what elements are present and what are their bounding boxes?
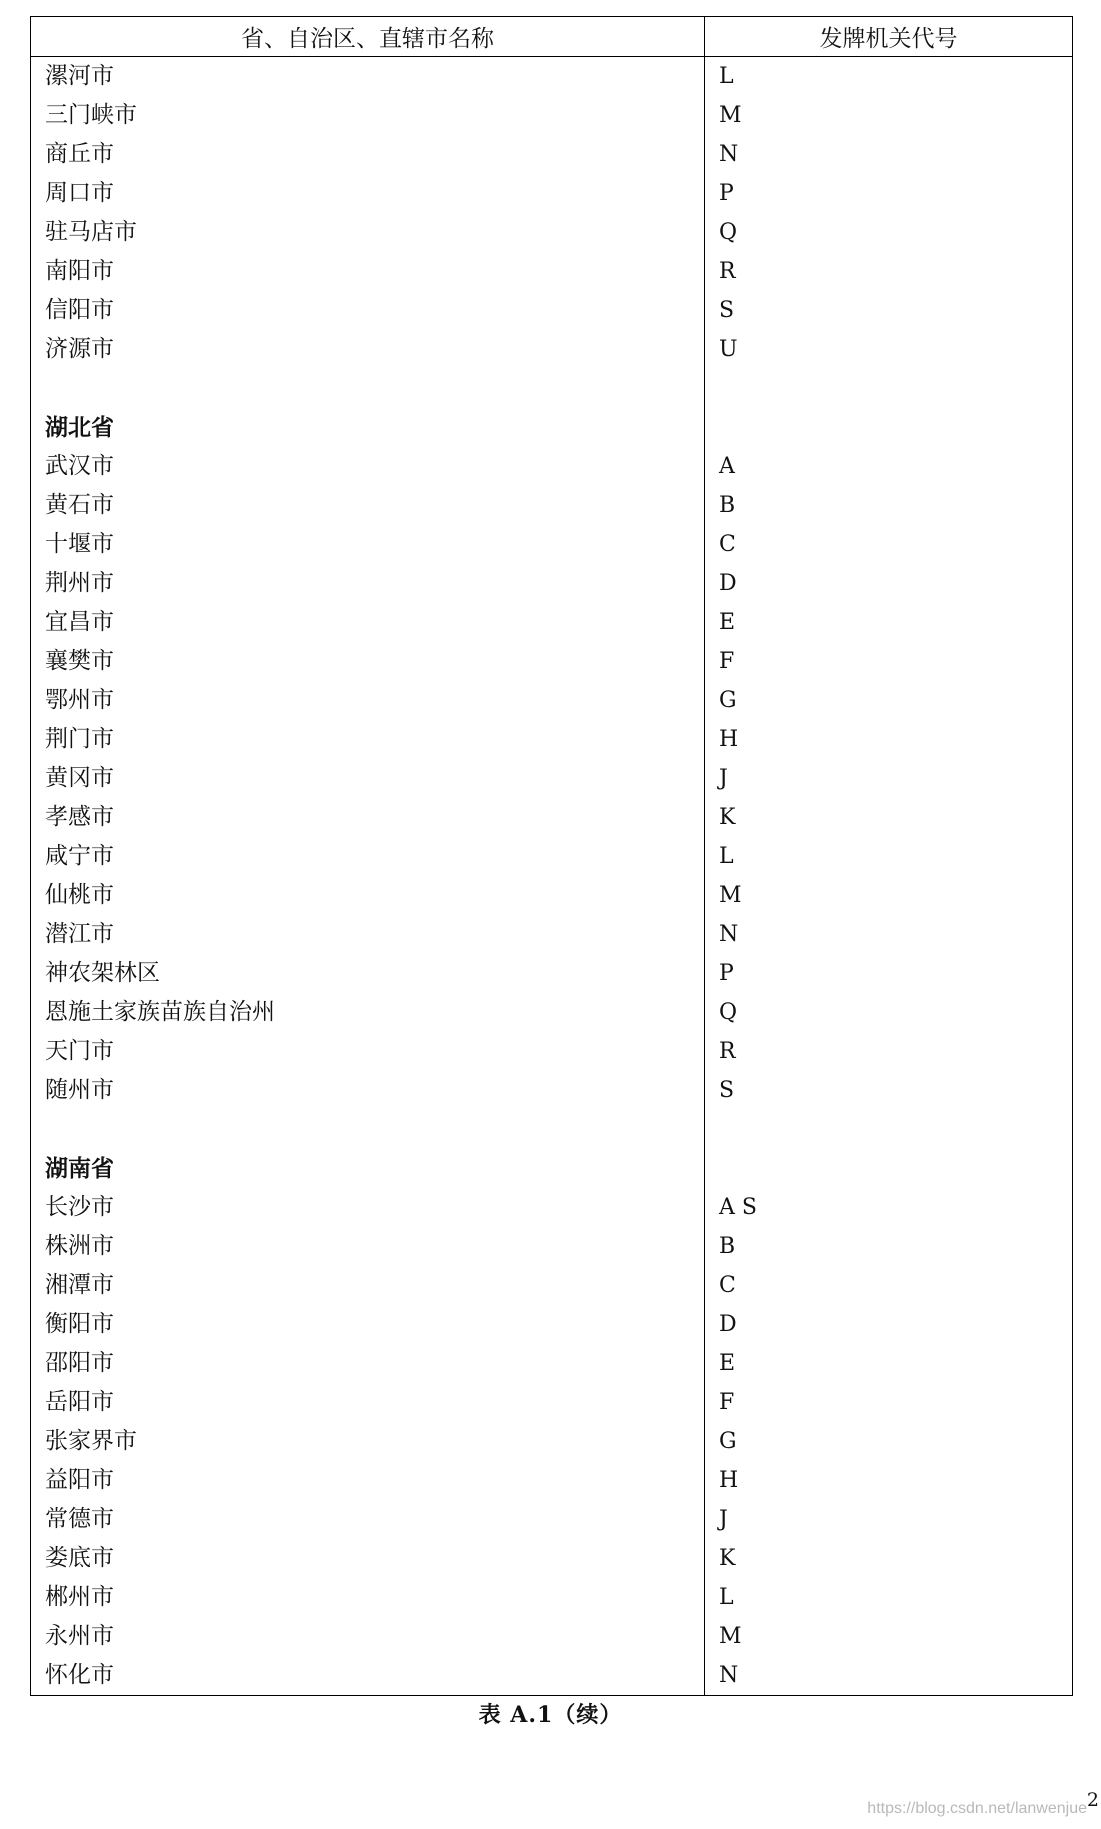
spacer-row bbox=[705, 408, 1072, 447]
authority-code-cell: J bbox=[719, 1507, 728, 1532]
region-name-cell: 株洲市 bbox=[45, 1233, 114, 1259]
region-name-cell: 潜江市 bbox=[45, 921, 114, 947]
authority-code-cell: D bbox=[719, 1312, 737, 1337]
region-name-cell: 南阳市 bbox=[45, 258, 114, 284]
region-name-cell: 神农架林区 bbox=[45, 960, 160, 986]
authority-code-cell: F bbox=[719, 1390, 735, 1415]
region-name-cell: 怀化市 bbox=[45, 1662, 114, 1688]
region-name-cell: 益阳市 bbox=[45, 1467, 114, 1493]
region-name-cell: 三门峡市 bbox=[45, 102, 137, 128]
authority-code-cell: H bbox=[719, 727, 739, 752]
region-name-cell: 黄石市 bbox=[45, 492, 114, 518]
authority-code-cell: Q bbox=[719, 1000, 738, 1025]
region-name-cell: 常德市 bbox=[45, 1506, 114, 1532]
region-name-cell: 邵阳市 bbox=[45, 1350, 114, 1376]
authority-code-cell: J bbox=[719, 766, 728, 791]
authority-code-cell: N bbox=[719, 142, 739, 167]
spacer-row bbox=[31, 369, 704, 408]
region-name-cell: 信阳市 bbox=[45, 297, 114, 323]
authority-code-cell: M bbox=[719, 883, 742, 908]
region-name-cell: 天门市 bbox=[45, 1038, 114, 1064]
region-name-cell: 恩施土家族苗族自治州 bbox=[45, 999, 275, 1025]
region-name-cell: 荆门市 bbox=[45, 726, 114, 752]
table-caption: 表 A.1（续） bbox=[478, 1702, 623, 1728]
authority-code-cell: L bbox=[719, 1585, 734, 1610]
authority-code-cell: U bbox=[719, 337, 738, 362]
name-column bbox=[31, 57, 705, 1695]
authority-code-cell: B bbox=[719, 493, 736, 518]
region-name-cell: 商丘市 bbox=[45, 141, 114, 167]
region-name-cell: 娄底市 bbox=[45, 1545, 114, 1571]
region-name-cell: 郴州市 bbox=[45, 1584, 114, 1610]
authority-code-cell: E bbox=[719, 610, 736, 635]
authority-code-cell: L bbox=[719, 844, 734, 869]
region-name-cell: 张家界市 bbox=[45, 1428, 137, 1454]
authority-code-cell: R bbox=[719, 259, 736, 284]
spacer-row bbox=[705, 1149, 1072, 1188]
authority-code-cell: P bbox=[719, 961, 734, 986]
region-name-cell: 荆州市 bbox=[45, 570, 114, 596]
region-name-cell: 长沙市 bbox=[45, 1194, 114, 1220]
authority-code-cell: K bbox=[719, 1546, 736, 1571]
authority-code-cell: A S bbox=[719, 1195, 757, 1220]
authority-code-cell: C bbox=[719, 1273, 736, 1298]
region-name-cell: 漯河市 bbox=[45, 63, 114, 89]
authority-code-cell: E bbox=[719, 1351, 736, 1376]
region-name-cell: 武汉市 bbox=[45, 453, 114, 479]
authority-code-cell: A bbox=[719, 454, 735, 479]
authority-code-cell: N bbox=[719, 1663, 739, 1688]
province-heading: 湖北省 bbox=[45, 414, 114, 441]
region-name-cell: 永州市 bbox=[45, 1623, 114, 1649]
region-name-cell: 仙桃市 bbox=[45, 882, 114, 908]
authority-code-cell: Q bbox=[719, 220, 738, 245]
watermark: https://blog.csdn.net/lanwenjue bbox=[867, 1800, 1087, 1817]
authority-code-cell: F bbox=[719, 649, 735, 674]
authority-code-cell: B bbox=[719, 1234, 736, 1259]
region-name-cell: 宜昌市 bbox=[45, 609, 114, 635]
code-column bbox=[705, 57, 1072, 1695]
region-name-cell: 咸宁市 bbox=[45, 843, 114, 869]
region-name-cell: 襄樊市 bbox=[45, 648, 114, 674]
license-authority-table bbox=[30, 16, 1073, 1696]
authority-code-cell: C bbox=[719, 532, 736, 557]
authority-code-cell: H bbox=[719, 1468, 739, 1493]
region-name-cell: 衡阳市 bbox=[45, 1311, 114, 1337]
authority-code-cell: S bbox=[719, 298, 735, 323]
authority-code-cell: R bbox=[719, 1039, 736, 1064]
region-name-cell: 驻马店市 bbox=[45, 219, 137, 245]
authority-code-cell: K bbox=[719, 805, 736, 830]
authority-code-cell: G bbox=[719, 1429, 737, 1454]
region-name-cell: 十堰市 bbox=[45, 531, 114, 557]
authority-code-cell: L bbox=[719, 64, 734, 89]
authority-code-cell: S bbox=[719, 1078, 735, 1103]
region-name-cell: 孝感市 bbox=[45, 804, 114, 830]
province-heading: 湖南省 bbox=[45, 1155, 114, 1182]
region-name-cell: 黄冈市 bbox=[45, 765, 114, 791]
authority-code-cell: G bbox=[719, 688, 737, 713]
header-code-cell: 发牌机关代号 bbox=[819, 26, 958, 52]
authority-code-cell: M bbox=[719, 1624, 742, 1649]
page-number: 2 bbox=[1086, 1789, 1099, 1811]
region-name-cell: 鄂州市 bbox=[45, 687, 114, 713]
spacer-row bbox=[705, 369, 1072, 408]
authority-code-cell: M bbox=[719, 103, 742, 128]
authority-code-cell: D bbox=[719, 571, 737, 596]
table-body bbox=[31, 57, 1072, 1695]
spacer-row bbox=[705, 1110, 1072, 1149]
authority-code-cell: N bbox=[719, 922, 739, 947]
authority-code-cell: P bbox=[719, 181, 734, 206]
header-name-cell: 省、自治区、直辖市名称 bbox=[31, 17, 705, 56]
region-name-cell: 济源市 bbox=[45, 336, 114, 362]
table-header bbox=[31, 17, 1072, 57]
region-name-cell: 岳阳市 bbox=[45, 1389, 114, 1415]
region-name-cell: 周口市 bbox=[45, 180, 114, 206]
region-name-cell: 湘潭市 bbox=[45, 1272, 114, 1298]
spacer-row bbox=[31, 1110, 704, 1149]
region-name-cell: 随州市 bbox=[45, 1077, 114, 1103]
